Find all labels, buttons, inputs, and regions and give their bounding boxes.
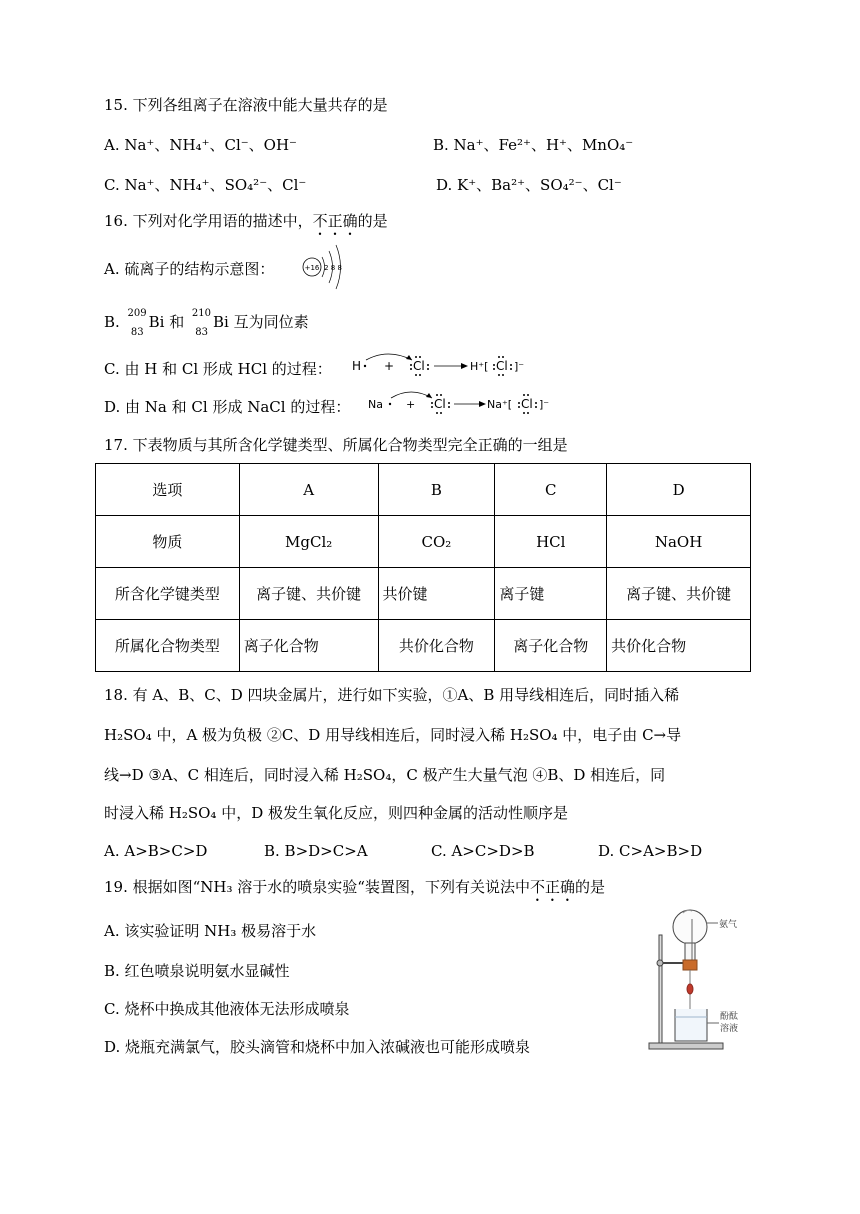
- svg-text:]⁻: ]⁻: [514, 360, 525, 373]
- q19-option-a: A. 该实验证明 NH₃ 极易溶于水: [104, 922, 317, 940]
- table-row: [96, 568, 751, 620]
- q19-option-c: C. 烧杯中换成其他液体无法形成喷泉: [104, 1000, 350, 1018]
- nucleus-label: +16: [304, 264, 320, 272]
- table-row: [96, 620, 751, 672]
- q19-option-d: D. 烧瓶充满氯气，胶头滴管和烧杯中加入浓碱液也可能形成喷泉: [104, 1038, 531, 1056]
- q16-option-a-text: A. 硫离子的结构示意图：: [104, 260, 275, 278]
- isotope-bi-210: 210 83: [191, 308, 211, 338]
- table-cell: C: [495, 464, 607, 516]
- q17-stem: 17. 下表物质与其所含化学键类型、所属化合物类型完全正确的一组是: [104, 436, 568, 454]
- q18-line-4: 时浸入稀 H₂SO₄ 中，D 极发生氧化反应，则四种金属的活动性顺序是: [104, 804, 569, 822]
- q18-option-b: B. B>D>C>A: [264, 842, 368, 860]
- q18-option-a: A. A>B>C>D: [104, 842, 208, 860]
- q18-line-1: 18. 有 A、B、C、D 四块金属片，进行如下实验，①A、B 用导线相连后，同时插入稀: [104, 686, 680, 704]
- q16-stem-pre: 16. 下列对化学用语的描述中，: [104, 212, 313, 230]
- q19-stem-post: 的是: [574, 878, 605, 896]
- svg-text:Cl: Cl: [413, 359, 425, 373]
- table-cell: D: [607, 464, 751, 516]
- q18-option-d: D. C>A>B>D: [598, 842, 703, 860]
- q15-option-a: A. Na⁺、NH₄⁺、Cl⁻、OH⁻: [104, 136, 297, 154]
- q18-line-3: 线→D ③A、C 相连后，同时浸入稀 H₂SO₄，C 极产生大量气泡 ④B、D 相连后，同: [104, 766, 666, 784]
- svg-text:+: +: [384, 359, 395, 373]
- table-cell: 共价化合物: [378, 620, 495, 672]
- hcl-formation-equation: [348, 348, 548, 382]
- table-cell: 物质: [96, 516, 240, 568]
- table-cell: 离子键: [495, 568, 607, 620]
- table-cell: 共价键: [378, 568, 495, 620]
- table-cell: HCl: [495, 516, 607, 568]
- label-ammonia-gas: 氨气: [719, 920, 738, 930]
- table-cell: 离子化合物: [239, 620, 378, 672]
- q16-option-d: D. 由 Na 和 Cl 形成 NaCl 的过程：: [104, 398, 351, 416]
- q16-option-a: [104, 258, 274, 279]
- label-phenolphthalein: 酚酞: [720, 1012, 739, 1022]
- fountain-experiment-apparatus: [645, 905, 760, 1055]
- q19-stem-pre: 19. 根据如图“NH₃ 溶于水的喷泉实验“装置图，下列有关说法中: [104, 878, 530, 896]
- svg-text:+: +: [406, 398, 416, 411]
- q15-option-b: B. Na⁺、Fe²⁺、H⁺、MnO₄⁻: [433, 136, 634, 154]
- table-cell: MgCl₂: [239, 516, 378, 568]
- q19-stem: [104, 876, 605, 905]
- q16-stem-emphasis: 不正确: [312, 212, 358, 230]
- q17-table: [95, 463, 751, 672]
- q16-option-b: B. 209 83 Bi 和 210 83 Bi 互为同位素: [104, 308, 309, 338]
- q15-option-c: C. Na⁺、NH₄⁺、SO₄²⁻、Cl⁻: [104, 176, 307, 194]
- q19-option-b: B. 红色喷泉说明氨水显碱性: [104, 962, 290, 980]
- svg-text:H⁺[: H⁺[: [470, 360, 489, 373]
- svg-text:Cl: Cl: [496, 359, 508, 373]
- table-cell: 离子键、共价键: [239, 568, 378, 620]
- table-header-row: [96, 464, 751, 516]
- q16-option-b-label: B.: [104, 313, 120, 331]
- svg-text:]⁻: ]⁻: [539, 398, 550, 411]
- table-cell: 所属化合物类型: [96, 620, 240, 672]
- svg-text:Cl: Cl: [521, 397, 533, 411]
- shell-electrons-label: 2 8 8: [324, 264, 342, 272]
- q18-line-2: H₂SO₄ 中，A 极为负极 ②C、D 用导线相连后，同时浸入稀 H₂SO₄ 中，电子由 C→导: [104, 726, 682, 744]
- label-solution: 溶液: [720, 1024, 739, 1034]
- table-cell: CO₂: [378, 516, 495, 568]
- q15-option-d: D. K⁺、Ba²⁺、SO₄²⁻、Cl⁻: [436, 176, 622, 194]
- table-cell: NaOH: [607, 516, 751, 568]
- q16-option-c: C. 由 H 和 Cl 形成 HCl 的过程：: [104, 360, 332, 378]
- table-cell: 共价化合物: [607, 620, 751, 672]
- table-cell: 离子化合物: [495, 620, 607, 672]
- q16-stem: [104, 210, 388, 239]
- q15-stem: 15. 下列各组离子在溶液中能大量共存的是: [104, 96, 388, 114]
- svg-text:Na⁺[: Na⁺[: [487, 398, 513, 411]
- table-cell: 所含化学键类型: [96, 568, 240, 620]
- sulfide-ion-structure-diagram: [300, 243, 350, 291]
- svg-text:H: H: [352, 359, 362, 373]
- q16-stem-post: 的是: [357, 212, 388, 230]
- isotope-bi-209: 209 83: [127, 308, 147, 338]
- table-cell: 离子键、共价键: [607, 568, 751, 620]
- q18-option-c: C. A>C>D>B: [431, 842, 535, 860]
- svg-text:Cl: Cl: [434, 397, 446, 411]
- table-cell: 选项: [96, 464, 240, 516]
- svg-text:Na: Na: [368, 398, 383, 411]
- table-cell: B: [378, 464, 495, 516]
- table-cell: A: [239, 464, 378, 516]
- table-row: [96, 516, 751, 568]
- nacl-formation-equation: [366, 386, 566, 420]
- q19-stem-emphasis: 不正确: [529, 878, 575, 896]
